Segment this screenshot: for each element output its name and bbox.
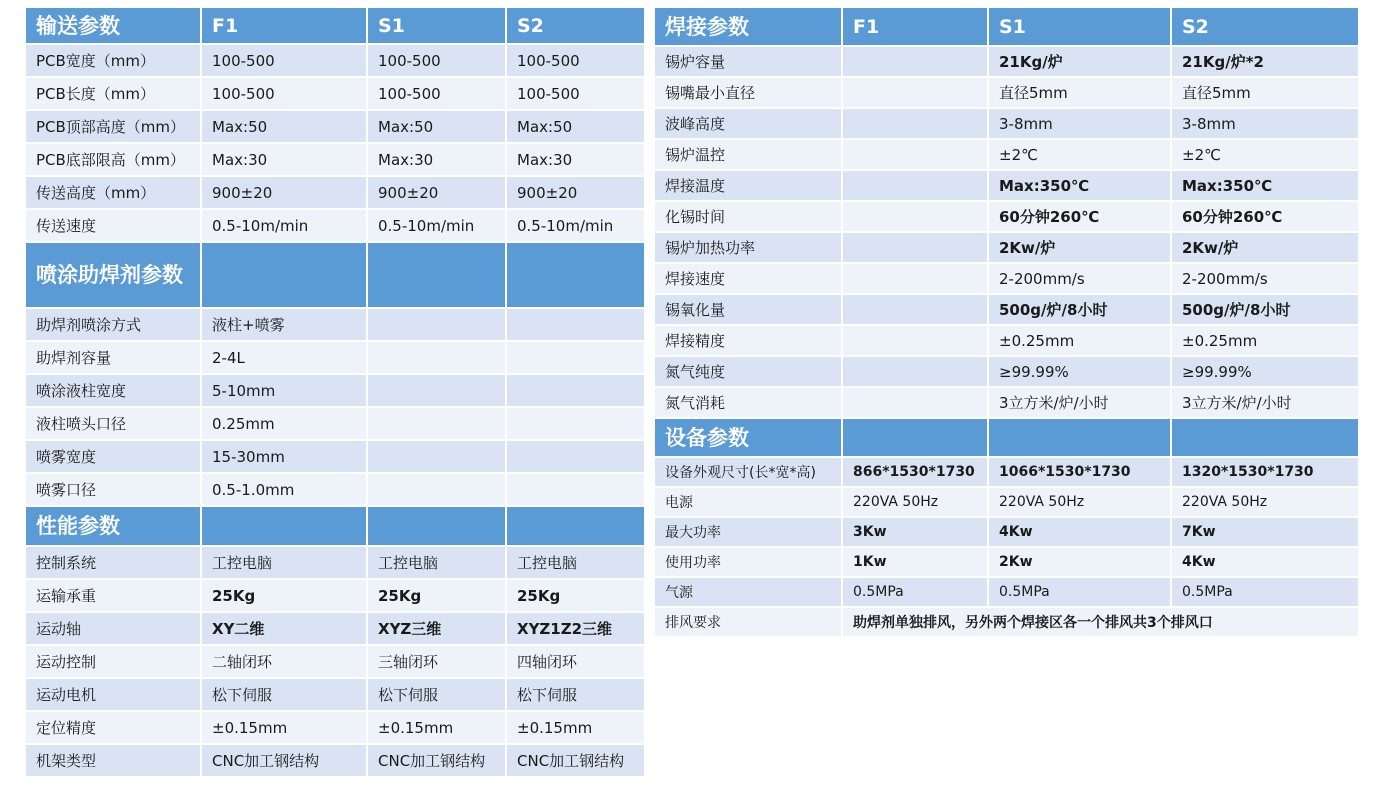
table-row [654,232,1359,263]
param-label: 氮气消耗 [654,387,842,418]
value-f1: Max:30 [201,143,367,176]
param-label: 最大功率 [654,517,842,547]
table-row [654,46,1359,77]
value-s1: 0.5MPa [988,577,1171,607]
value-f1: 5-10mm [201,374,367,407]
value-s2 [506,473,645,506]
value-s2: 0.5-10m/min [506,209,645,242]
column-header-s1: S1 [367,7,506,44]
value-s1: 21Kg/炉 [988,46,1171,77]
value-s2 [506,308,645,341]
value-s1: 0.5-10m/min [367,209,506,242]
table-row [654,108,1359,139]
column-header-s2: S2 [1171,7,1359,46]
header-cell [988,418,1171,457]
table-row [654,263,1359,294]
header-cell [506,242,645,308]
param-label: 传送速度 [25,209,201,242]
param-label: 锡氧化量 [654,294,842,325]
value-f1 [842,263,988,294]
table-row [25,744,645,777]
value-s2: 60分钟260℃ [1171,201,1359,232]
section-title-welding: 焊接参数 [654,7,842,46]
table-row [25,143,645,176]
value-f1: 工控电脑 [201,546,367,579]
value-f1: Max:50 [201,110,367,143]
table-row [654,77,1359,108]
section-title-flux: 喷涂助焊剂参数 [25,242,201,308]
value-s1: 3-8mm [988,108,1171,139]
value-s1: 2Kw/炉 [988,232,1171,263]
value-f1: 15-30mm [201,440,367,473]
table-row [25,473,645,506]
value-s2: XYZ1Z2三维 [506,612,645,645]
header-cell [1171,418,1359,457]
value-s2: 220VA 50Hz [1171,487,1359,517]
left-spec-table [24,6,646,778]
value-s1: 2-200mm/s [988,263,1171,294]
value-f1: 900±20 [201,176,367,209]
value-s2: 100-500 [506,77,645,110]
value-f1: 0.5-10m/min [201,209,367,242]
value-f1: 0.5MPa [842,577,988,607]
value-s2: ≥99.99% [1171,356,1359,387]
table-row [25,440,645,473]
param-label: 运动控制 [25,645,201,678]
value-s1: 60分钟260℃ [988,201,1171,232]
table-row [25,678,645,711]
param-label: 喷涂液柱宽度 [25,374,201,407]
header-cell [201,506,367,546]
param-label: PCB长度（mm） [25,77,201,110]
value-s2: 2-200mm/s [1171,263,1359,294]
param-label: 运动电机 [25,678,201,711]
table-row [654,356,1359,387]
value-s1: 直径5mm [988,77,1171,108]
param-label: 液柱喷头口径 [25,407,201,440]
value-f1: 2-4L [201,341,367,374]
value-s1: 900±20 [367,176,506,209]
param-label: 定位精度 [25,711,201,744]
value-s2: 1320*1530*1730 [1171,457,1359,487]
table-row [654,487,1359,517]
table-row [654,547,1359,577]
value-f1: 0.25mm [201,407,367,440]
value-s1: 100-500 [367,44,506,77]
table-row [654,577,1359,607]
value-f1: ±0.15mm [201,711,367,744]
value-f1 [842,139,988,170]
value-s1: ±2℃ [988,139,1171,170]
value-s2: 4Kw [1171,547,1359,577]
column-header-s1: S1 [988,7,1171,46]
param-label: 喷雾口径 [25,473,201,506]
param-label: 氮气纯度 [654,356,842,387]
param-label: 机架类型 [25,744,201,777]
value-s1: 三轴闭环 [367,645,506,678]
value-f1: 866*1530*1730 [842,457,988,487]
table-row [25,711,645,744]
table-row [654,457,1359,487]
conveyor-header-row [25,7,645,44]
param-label: 锡炉加热功率 [654,232,842,263]
param-label: 锡嘴最小直径 [654,77,842,108]
value-s1: 3立方米/炉/小时 [988,387,1171,418]
value-s2: Max:50 [506,110,645,143]
table-row [25,612,645,645]
param-label: 电源 [654,487,842,517]
value-f1: XY二维 [201,612,367,645]
value-s2: 25Kg [506,579,645,612]
value-s1: 1066*1530*1730 [988,457,1171,487]
header-cell [201,242,367,308]
table-row [25,546,645,579]
exhaust-row [654,607,1359,637]
value-f1: 25Kg [201,579,367,612]
value-f1 [842,46,988,77]
value-s1: 松下伺服 [367,678,506,711]
param-label: PCB宽度（mm） [25,44,201,77]
equipment-header-row [654,418,1359,457]
value-s2: ±0.25mm [1171,325,1359,356]
value-f1 [842,325,988,356]
exhaust-requirement-value: 助焊剂单独排风，另外两个焊接区各一个排风共3个排风口 [842,607,1359,637]
value-s2: 100-500 [506,44,645,77]
table-row [25,77,645,110]
value-s2 [506,407,645,440]
value-s1: XYZ三维 [367,612,506,645]
table-row [654,517,1359,547]
value-s2: Max:350℃ [1171,170,1359,201]
param-label: 焊接速度 [654,263,842,294]
param-label: 运动轴 [25,612,201,645]
value-f1: 二轴闭环 [201,645,367,678]
value-s2: ±2℃ [1171,139,1359,170]
table-row [25,341,645,374]
table-row [25,44,645,77]
param-label: PCB底部限高（mm） [25,143,201,176]
section-title-equipment: 设备参数 [654,418,842,457]
value-s1 [367,308,506,341]
column-header-f1: F1 [201,7,367,44]
value-f1: 100-500 [201,77,367,110]
table-row [654,139,1359,170]
param-label: 控制系统 [25,546,201,579]
value-f1: 1Kw [842,547,988,577]
param-label: 锡炉温控 [654,139,842,170]
param-label: 助焊剂喷涂方式 [25,308,201,341]
table-row [25,579,645,612]
value-s2: 3-8mm [1171,108,1359,139]
param-label: 焊接温度 [654,170,842,201]
value-s2: ±0.15mm [506,711,645,744]
value-s1: 25Kg [367,579,506,612]
value-f1 [842,170,988,201]
flux-header-row [25,242,645,308]
value-f1: CNC加工钢结构 [201,744,367,777]
param-label: 锡炉容量 [654,46,842,77]
value-s1: 工控电脑 [367,546,506,579]
value-f1 [842,77,988,108]
value-s2: 直径5mm [1171,77,1359,108]
value-s1: 500g/炉/8小时 [988,294,1171,325]
table-row [654,201,1359,232]
param-label: 喷雾宽度 [25,440,201,473]
value-s1: ±0.25mm [988,325,1171,356]
table-row [25,645,645,678]
value-s1: ≥99.99% [988,356,1171,387]
performance-header-row [25,506,645,546]
value-s1: 100-500 [367,77,506,110]
right-spec-table [653,6,1360,638]
param-label: 传送高度（mm） [25,176,201,209]
value-f1 [842,356,988,387]
value-s1: 4Kw [988,517,1171,547]
table-row [654,325,1359,356]
param-label: 设备外观尺寸(长*宽*高) [654,457,842,487]
table-row [25,308,645,341]
header-cell [506,506,645,546]
param-label: 化锡时间 [654,201,842,232]
column-header-f1: F1 [842,7,988,46]
value-s2: 四轴闭环 [506,645,645,678]
value-s2: 工控电脑 [506,546,645,579]
value-s2 [506,341,645,374]
param-label: 气源 [654,577,842,607]
value-f1 [842,201,988,232]
value-f1 [842,294,988,325]
value-s2: 0.5MPa [1171,577,1359,607]
table-row [654,387,1359,418]
value-f1 [842,232,988,263]
value-s2: 7Kw [1171,517,1359,547]
value-s2: Max:30 [506,143,645,176]
value-s1: Max:50 [367,110,506,143]
value-s1: CNC加工钢结构 [367,744,506,777]
param-label: PCB顶部高度（mm） [25,110,201,143]
value-s2: 21Kg/炉*2 [1171,46,1359,77]
value-s2: 3立方米/炉/小时 [1171,387,1359,418]
value-s1 [367,341,506,374]
value-s1 [367,374,506,407]
table-row [25,209,645,242]
value-s2: CNC加工钢结构 [506,744,645,777]
value-f1: 液柱+喷雾 [201,308,367,341]
param-label: 使用功率 [654,547,842,577]
value-s2: 松下伺服 [506,678,645,711]
value-s1: Max:350℃ [988,170,1171,201]
value-f1: 3Kw [842,517,988,547]
header-cell [842,418,988,457]
value-f1: 100-500 [201,44,367,77]
value-s2 [506,374,645,407]
value-s1: ±0.15mm [367,711,506,744]
value-f1 [842,387,988,418]
value-f1: 0.5-1.0mm [201,473,367,506]
table-row [25,110,645,143]
param-label: 排风要求 [654,607,842,637]
value-s2: 900±20 [506,176,645,209]
param-label: 运输承重 [25,579,201,612]
value-s2 [506,440,645,473]
value-s1 [367,473,506,506]
value-f1: 松下伺服 [201,678,367,711]
welding-header-row [654,7,1359,46]
param-label: 波峰高度 [654,108,842,139]
value-s1: 2Kw [988,547,1171,577]
table-row [25,407,645,440]
table-row [25,176,645,209]
value-s1 [367,407,506,440]
value-s1: Max:30 [367,143,506,176]
value-s1: 220VA 50Hz [988,487,1171,517]
section-title-conveyor: 输送参数 [25,7,201,44]
column-header-s2: S2 [506,7,645,44]
value-s2: 2Kw/炉 [1171,232,1359,263]
table-row [654,170,1359,201]
value-f1: 220VA 50Hz [842,487,988,517]
header-cell [367,242,506,308]
param-label: 助焊剂容量 [25,341,201,374]
value-s1 [367,440,506,473]
param-label: 焊接精度 [654,325,842,356]
header-cell [367,506,506,546]
table-row [654,294,1359,325]
value-s2: 500g/炉/8小时 [1171,294,1359,325]
table-row [25,374,645,407]
value-f1 [842,108,988,139]
section-title-performance: 性能参数 [25,506,201,546]
